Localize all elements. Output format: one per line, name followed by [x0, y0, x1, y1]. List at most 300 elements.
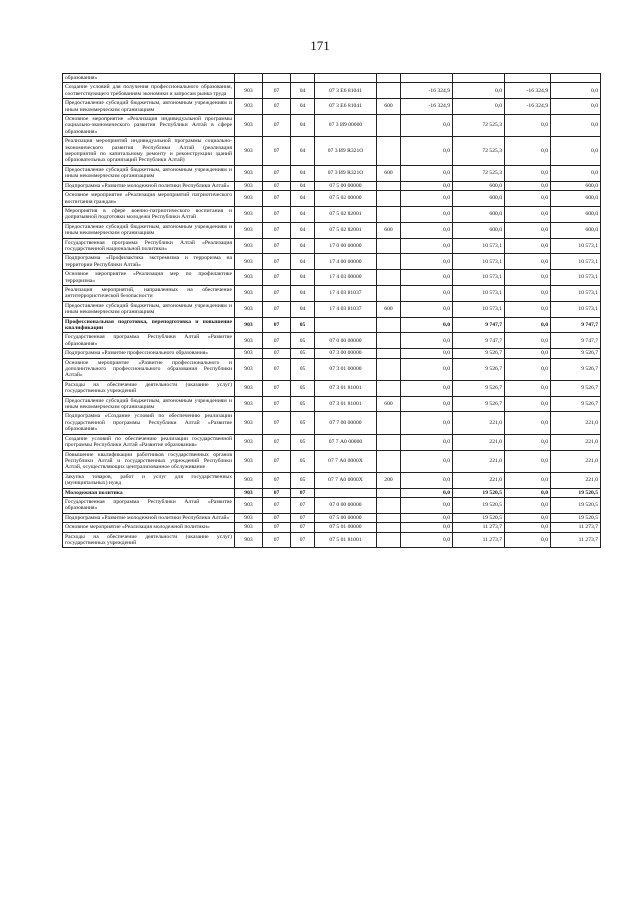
- amount-col-4: 11 273,7: [551, 523, 601, 532]
- table-row: [63, 488, 601, 497]
- amount-col-1: 0,0: [401, 523, 453, 532]
- ministry-code: 903: [235, 333, 263, 349]
- amount-col-1: 0,0: [401, 488, 453, 497]
- table-row: [63, 165, 601, 181]
- ministry-code: 903: [235, 254, 263, 270]
- amount-col-1: 0,0: [401, 380, 453, 396]
- target-article-code: 07 7 А0 00000: [315, 434, 377, 450]
- subsection-code: 05: [291, 349, 315, 358]
- expense-type-code: [377, 333, 401, 349]
- subsection-code: [291, 74, 315, 83]
- target-article-code: 07 3 И9 00000: [315, 115, 377, 137]
- subsection-code: 07: [291, 523, 315, 532]
- amount-col-3: 0,0: [505, 238, 551, 254]
- row-name: Предоставление субсидий бюджетным, автономным учреждениям и иным некоммерческим организациям: [63, 222, 235, 238]
- section-code: 07: [263, 317, 291, 333]
- ministry-code: 903: [235, 301, 263, 317]
- ministry-code: 903: [235, 206, 263, 222]
- amount-col-4: 11 273,7: [551, 532, 601, 548]
- amount-col-3: 0,0: [505, 434, 551, 450]
- subsection-code: 04: [291, 206, 315, 222]
- expense-type-code: [377, 349, 401, 358]
- amount-col-2: 9 526,7: [453, 396, 505, 412]
- row-name: Основное мероприятие «Реализация индивидуальной программы социально-экономического развития Республики Алтай в сфере образования»: [63, 115, 235, 137]
- section-code: [263, 74, 291, 83]
- subsection-code: 05: [291, 450, 315, 472]
- subsection-code: 05: [291, 412, 315, 434]
- subsection-code: 04: [291, 191, 315, 207]
- amount-col-1: 0,0: [401, 270, 453, 286]
- amount-col-1: 0,0: [401, 412, 453, 434]
- amount-col-4: 221,0: [551, 434, 601, 450]
- table-row: [63, 523, 601, 532]
- amount-col-4: 600,0: [551, 222, 601, 238]
- row-name: Молодежная политика: [63, 488, 235, 497]
- section-code: 07: [263, 301, 291, 317]
- row-name: Государственная программа Республики Алтай «Развитие образования»: [63, 497, 235, 513]
- amount-col-4: 19 520,5: [551, 488, 601, 497]
- expense-type-code: 600: [377, 99, 401, 115]
- amount-col-1: 0,0: [401, 497, 453, 513]
- target-article-code: [315, 488, 377, 497]
- subsection-code: 07: [291, 532, 315, 548]
- ministry-code: 903: [235, 434, 263, 450]
- target-article-code: 07 3 00 00000: [315, 349, 377, 358]
- subsection-code: 05: [291, 380, 315, 396]
- amount-col-4: 9 747,7: [551, 333, 601, 349]
- table-row: [63, 532, 601, 548]
- ministry-code: 903: [235, 270, 263, 286]
- amount-col-4: 19 520,5: [551, 513, 601, 522]
- ministry-code: 903: [235, 412, 263, 434]
- ministry-code: 903: [235, 222, 263, 238]
- section-code: 07: [263, 434, 291, 450]
- amount-col-4: 9 747,7: [551, 317, 601, 333]
- table-row: [63, 181, 601, 190]
- amount-col-4: 600,0: [551, 206, 601, 222]
- subsection-code: 07: [291, 488, 315, 497]
- section-code: 07: [263, 358, 291, 380]
- table-row: [63, 238, 601, 254]
- subsection-code: 04: [291, 181, 315, 190]
- amount-col-3: 0,0: [505, 254, 551, 270]
- amount-col-2: 600,0: [453, 191, 505, 207]
- amount-col-1: -16 324,9: [401, 99, 453, 115]
- amount-col-1: 0,0: [401, 206, 453, 222]
- amount-col-3: 0,0: [505, 301, 551, 317]
- subsection-code: 05: [291, 317, 315, 333]
- expense-type-code: [377, 380, 401, 396]
- target-article-code: 07 5 02 00000: [315, 191, 377, 207]
- amount-col-3: [505, 74, 551, 83]
- row-name: Предоставление субсидий бюджетным, автономным учреждениям и иным некоммерческим организациям: [63, 165, 235, 181]
- amount-col-2: 19 520,5: [453, 488, 505, 497]
- subsection-code: 04: [291, 238, 315, 254]
- amount-col-3: 0,0: [505, 285, 551, 301]
- amount-col-2: 10 573,1: [453, 254, 505, 270]
- amount-col-1: 0,0: [401, 472, 453, 488]
- section-code: 07: [263, 523, 291, 532]
- amount-col-1: -16 324,9: [401, 83, 453, 99]
- amount-col-2: 9 747,7: [453, 333, 505, 349]
- ministry-code: 903: [235, 285, 263, 301]
- amount-col-3: 0,0: [505, 349, 551, 358]
- table-row: [63, 317, 601, 333]
- amount-col-1: 0,0: [401, 181, 453, 190]
- target-article-code: 07 0 00 00000: [315, 497, 377, 513]
- table-row: [63, 99, 601, 115]
- amount-col-3: 0,0: [505, 472, 551, 488]
- amount-col-1: 0,0: [401, 358, 453, 380]
- expense-type-code: [377, 137, 401, 166]
- amount-col-2: 10 573,1: [453, 301, 505, 317]
- amount-col-2: 72 525,3: [453, 165, 505, 181]
- ministry-code: 903: [235, 137, 263, 166]
- ministry-code: 903: [235, 450, 263, 472]
- row-name: Предоставление субсидий бюджетным, автономным учреждениям и иным некоммерческим организациям: [63, 396, 235, 412]
- target-article-code: 07 5 00 00000: [315, 513, 377, 522]
- row-name: Профессиональная подготовка, переподготовка и повышение квалификации: [63, 317, 235, 333]
- amount-col-1: 0,0: [401, 222, 453, 238]
- subsection-code: 04: [291, 115, 315, 137]
- expense-type-code: [377, 450, 401, 472]
- ministry-code: 903: [235, 115, 263, 137]
- row-name: Подпрограмма «Развитие профессионального образования»: [63, 349, 235, 358]
- target-article-code: 07 3 01 81001: [315, 380, 377, 396]
- amount-col-3: 0,0: [505, 191, 551, 207]
- amount-col-2: [453, 74, 505, 83]
- target-article-code: 17 4 03 00000: [315, 270, 377, 286]
- amount-col-2: 221,0: [453, 472, 505, 488]
- section-code: 07: [263, 513, 291, 522]
- subsection-code: 04: [291, 301, 315, 317]
- ministry-code: 903: [235, 181, 263, 190]
- expense-type-code: 600: [377, 165, 401, 181]
- amount-col-3: 0,0: [505, 513, 551, 522]
- amount-col-4: 9 526,7: [551, 349, 601, 358]
- row-name: Предоставление субсидий бюджетным, автономным учреждениям и иным некоммерческим организациям: [63, 99, 235, 115]
- amount-col-1: 0,0: [401, 165, 453, 181]
- expense-type-code: [377, 115, 401, 137]
- ministry-code: 903: [235, 83, 263, 99]
- amount-col-1: 0,0: [401, 137, 453, 166]
- amount-col-3: 0,0: [505, 412, 551, 434]
- ministry-code: 903: [235, 472, 263, 488]
- amount-col-1: 0,0: [401, 396, 453, 412]
- amount-col-3: 0,0: [505, 181, 551, 190]
- subsection-code: 07: [291, 497, 315, 513]
- section-code: 07: [263, 270, 291, 286]
- expense-type-code: [377, 532, 401, 548]
- target-article-code: 07 5 02 82001: [315, 222, 377, 238]
- amount-col-4: 0,0: [551, 137, 601, 166]
- amount-col-1: 0,0: [401, 532, 453, 548]
- expense-type-code: [377, 83, 401, 99]
- target-article-code: 17 4 03 81037: [315, 301, 377, 317]
- amount-col-2: 9 526,7: [453, 349, 505, 358]
- amount-col-2: 11 273,7: [453, 532, 505, 548]
- section-code: 07: [263, 99, 291, 115]
- target-article-code: 07 5 02 82001: [315, 206, 377, 222]
- table-row: [63, 285, 601, 301]
- section-code: 07: [263, 349, 291, 358]
- ministry-code: 903: [235, 497, 263, 513]
- row-name: Основное мероприятие «Развитие профессионального и дополнительного профессионального образования Республики Алтай»: [63, 358, 235, 380]
- expense-type-code: 600: [377, 222, 401, 238]
- amount-col-3: 0,0: [505, 270, 551, 286]
- ministry-code: 903: [235, 317, 263, 333]
- amount-col-1: [401, 74, 453, 83]
- amount-col-4: 19 520,5: [551, 497, 601, 513]
- amount-col-2: 10 573,1: [453, 238, 505, 254]
- expense-type-code: [377, 181, 401, 190]
- table-row: [63, 270, 601, 286]
- table-row: [63, 222, 601, 238]
- ministry-code: 903: [235, 99, 263, 115]
- target-article-code: 07 7 00 00000: [315, 412, 377, 434]
- amount-col-2: 600,0: [453, 181, 505, 190]
- amount-col-3: 0,0: [505, 396, 551, 412]
- amount-col-4: 9 526,7: [551, 380, 601, 396]
- row-name: Основное мероприятие «Реализация мероприятий патриотического воспитания граждан»: [63, 191, 235, 207]
- expense-type-code: [377, 412, 401, 434]
- ministry-code: 903: [235, 165, 263, 181]
- section-code: 07: [263, 238, 291, 254]
- section-code: 07: [263, 488, 291, 497]
- row-name: Государственная программа Республики Алтай «Реализация государственной национальной политики»: [63, 238, 235, 254]
- section-code: 07: [263, 191, 291, 207]
- amount-col-4: 221,0: [551, 412, 601, 434]
- amount-col-2: 221,0: [453, 434, 505, 450]
- ministry-code: 903: [235, 358, 263, 380]
- table-row: [63, 434, 601, 450]
- section-code: 07: [263, 412, 291, 434]
- amount-col-4: 600,0: [551, 191, 601, 207]
- ministry-code: 903: [235, 513, 263, 522]
- page-number: 171: [310, 38, 330, 53]
- amount-col-3: 0,0: [505, 115, 551, 137]
- amount-col-2: 9 747,7: [453, 317, 505, 333]
- table-row: [63, 358, 601, 380]
- ministry-code: 903: [235, 488, 263, 497]
- subsection-code: 04: [291, 83, 315, 99]
- row-name: Предоставление субсидий бюджетным, автономным учреждениям и иным некоммерческим организациям: [63, 301, 235, 317]
- expense-type-code: [377, 497, 401, 513]
- amount-col-4: 221,0: [551, 450, 601, 472]
- target-article-code: 07 5 01 00000: [315, 523, 377, 532]
- subsection-code: 04: [291, 285, 315, 301]
- subsection-code: 05: [291, 358, 315, 380]
- expense-type-code: 200: [377, 472, 401, 488]
- table-row: [63, 74, 601, 83]
- target-article-code: 07 7 А0 0000Х: [315, 472, 377, 488]
- ministry-code: 903: [235, 191, 263, 207]
- target-article-code: 07 3 01 00000: [315, 358, 377, 380]
- target-article-code: 07 5 00 00000: [315, 181, 377, 190]
- amount-col-4: 9 526,7: [551, 396, 601, 412]
- amount-col-3: 0,0: [505, 206, 551, 222]
- amount-col-1: 0,0: [401, 191, 453, 207]
- amount-col-3: 0,0: [505, 450, 551, 472]
- expense-type-code: [377, 270, 401, 286]
- section-code: 07: [263, 497, 291, 513]
- amount-col-3: 0,0: [505, 497, 551, 513]
- row-name: Создание условий по обеспечению реализации государственной программы Республики Алтай «Развитие образования»: [63, 434, 235, 450]
- row-name: Расходы на обеспечение деятельности (оказание услуг) государственных учреждений: [63, 380, 235, 396]
- target-article-code: [315, 74, 377, 83]
- ministry-code: 903: [235, 349, 263, 358]
- section-code: 07: [263, 83, 291, 99]
- row-name: Основное мероприятие «Реализация молодежной политики»: [63, 523, 235, 532]
- target-article-code: 07 3 И9 R321О: [315, 137, 377, 166]
- target-article-code: [315, 317, 377, 333]
- row-name: Подпрограмма «Создание условий по обеспечению реализации государственной программы Республики Алтай «Развитие образования»: [63, 412, 235, 434]
- section-code: 07: [263, 450, 291, 472]
- expense-type-code: [377, 206, 401, 222]
- amount-col-2: 9 526,7: [453, 380, 505, 396]
- table-row: [63, 412, 601, 434]
- amount-col-3: 0,0: [505, 488, 551, 497]
- subsection-code: 07: [291, 513, 315, 522]
- amount-col-4: 10 573,1: [551, 238, 601, 254]
- amount-col-2: 600,0: [453, 222, 505, 238]
- target-article-code: 17 4 00 00000: [315, 254, 377, 270]
- target-article-code: 17 4 03 81037: [315, 285, 377, 301]
- row-name: Закупка товаров, работ и услуг для государственных (муниципальных) нужд: [63, 472, 235, 488]
- amount-col-3: 0,0: [505, 532, 551, 548]
- ministry-code: 903: [235, 380, 263, 396]
- amount-col-1: 0,0: [401, 450, 453, 472]
- expense-type-code: [377, 488, 401, 497]
- amount-col-2: 72 525,3: [453, 115, 505, 137]
- subsection-code: 04: [291, 270, 315, 286]
- amount-col-3: -16 324,9: [505, 99, 551, 115]
- table-row: [63, 450, 601, 472]
- target-article-code: 07 7 А0 0000Х: [315, 450, 377, 472]
- section-code: 07: [263, 206, 291, 222]
- expense-type-code: [377, 513, 401, 522]
- target-article-code: 07 0 00 00000: [315, 333, 377, 349]
- table-body: [63, 74, 601, 548]
- section-code: 07: [263, 472, 291, 488]
- amount-col-2: 19 520,5: [453, 497, 505, 513]
- subsection-code: 05: [291, 434, 315, 450]
- row-name: Реализация мероприятий, направленных на обеспечение антитеррористической безопасности: [63, 285, 235, 301]
- subsection-code: 04: [291, 99, 315, 115]
- section-code: 07: [263, 285, 291, 301]
- section-code: 07: [263, 396, 291, 412]
- expense-type-code: [377, 285, 401, 301]
- row-name: Расходы на обеспечение деятельности (оказание услуг) государственных учреждений: [63, 532, 235, 548]
- amount-col-2: 10 573,1: [453, 270, 505, 286]
- subsection-code: 04: [291, 254, 315, 270]
- budget-table: [62, 73, 601, 548]
- expense-type-code: [377, 358, 401, 380]
- amount-col-3: -16 324,9: [505, 83, 551, 99]
- amount-col-4: 0,0: [551, 165, 601, 181]
- table-row: [63, 349, 601, 358]
- expense-type-code: [377, 523, 401, 532]
- section-code: 07: [263, 137, 291, 166]
- amount-col-4: 0,0: [551, 83, 601, 99]
- target-article-code: 07 5 01 81001: [315, 532, 377, 548]
- amount-col-3: 0,0: [505, 165, 551, 181]
- row-name: Государственная программа Республики Алтай «Развитие образования»: [63, 333, 235, 349]
- amount-col-2: 11 273,7: [453, 523, 505, 532]
- table-row: [63, 254, 601, 270]
- subsection-code: 04: [291, 165, 315, 181]
- amount-col-2: 221,0: [453, 450, 505, 472]
- amount-col-4: 10 573,1: [551, 301, 601, 317]
- table-row: [63, 333, 601, 349]
- amount-col-2: 10 573,1: [453, 285, 505, 301]
- ministry-code: [235, 74, 263, 83]
- amount-col-3: 0,0: [505, 358, 551, 380]
- section-code: 07: [263, 380, 291, 396]
- table-row: [63, 206, 601, 222]
- amount-col-1: 0,0: [401, 254, 453, 270]
- row-name: Реализация мероприятий индивидуальной программы социально-экономического развития Республики Алтай (реализация мероприятий по капитальному ремонту и реконструкции зданий образовательных организаций Республики Алтай): [63, 137, 235, 166]
- expense-type-code: [377, 238, 401, 254]
- amount-col-3: 0,0: [505, 380, 551, 396]
- table-row: [63, 472, 601, 488]
- expense-type-code: [377, 434, 401, 450]
- table-row: [63, 115, 601, 137]
- target-article-code: 07 3 E6 81041: [315, 83, 377, 99]
- table-row: [63, 513, 601, 522]
- expense-type-code: [377, 254, 401, 270]
- target-article-code: 07 3 E6 81041: [315, 99, 377, 115]
- row-name: Создание условий для получения профессионального образования, соответствующего требованиям экономики и запросам рынка труда: [63, 83, 235, 99]
- amount-col-3: 0,0: [505, 317, 551, 333]
- section-code: 07: [263, 222, 291, 238]
- row-name: Мероприятия в сфере военно-патриотического воспитания и допризывной подготовки молодежи Республики Алтай: [63, 206, 235, 222]
- amount-col-1: 0,0: [401, 333, 453, 349]
- ministry-code: 903: [235, 523, 263, 532]
- ministry-code: 903: [235, 238, 263, 254]
- row-name: образования»: [63, 74, 235, 83]
- section-code: 07: [263, 181, 291, 190]
- expense-type-code: [377, 191, 401, 207]
- amount-col-2: 600,0: [453, 206, 505, 222]
- ministry-code: 903: [235, 396, 263, 412]
- row-name: Повышение квалификации работников государственных органов Республики Алтай и государственных учреждений Республики Алтай, осуществляющих централизованное обслуживание: [63, 450, 235, 472]
- section-code: 07: [263, 532, 291, 548]
- amount-col-1: 0,0: [401, 238, 453, 254]
- amount-col-1: 0,0: [401, 434, 453, 450]
- amount-col-2: 72 525,3: [453, 137, 505, 166]
- amount-col-4: 9 526,7: [551, 358, 601, 380]
- table-row: [63, 83, 601, 99]
- row-name: Подпрограмма «Профилактика экстремизма и терроризма на территории Республики Алтай»: [63, 254, 235, 270]
- amount-col-1: 0,0: [401, 317, 453, 333]
- section-code: 07: [263, 254, 291, 270]
- amount-col-4: 221,0: [551, 472, 601, 488]
- amount-col-1: 0,0: [401, 285, 453, 301]
- row-name: Подпрограмма «Развитие молодежной политики Республики Алтай»: [63, 181, 235, 190]
- amount-col-3: 0,0: [505, 137, 551, 166]
- table-row: [63, 380, 601, 396]
- table-row: [63, 497, 601, 513]
- target-article-code: 17 0 00 00000: [315, 238, 377, 254]
- amount-col-3: 0,0: [505, 523, 551, 532]
- amount-col-4: 10 573,1: [551, 270, 601, 286]
- amount-col-1: 0,0: [401, 301, 453, 317]
- section-code: 07: [263, 115, 291, 137]
- row-name: Основное мероприятие «Реализация мер по профилактике терроризма»: [63, 270, 235, 286]
- subsection-code: 05: [291, 472, 315, 488]
- amount-col-2: 0,0: [453, 83, 505, 99]
